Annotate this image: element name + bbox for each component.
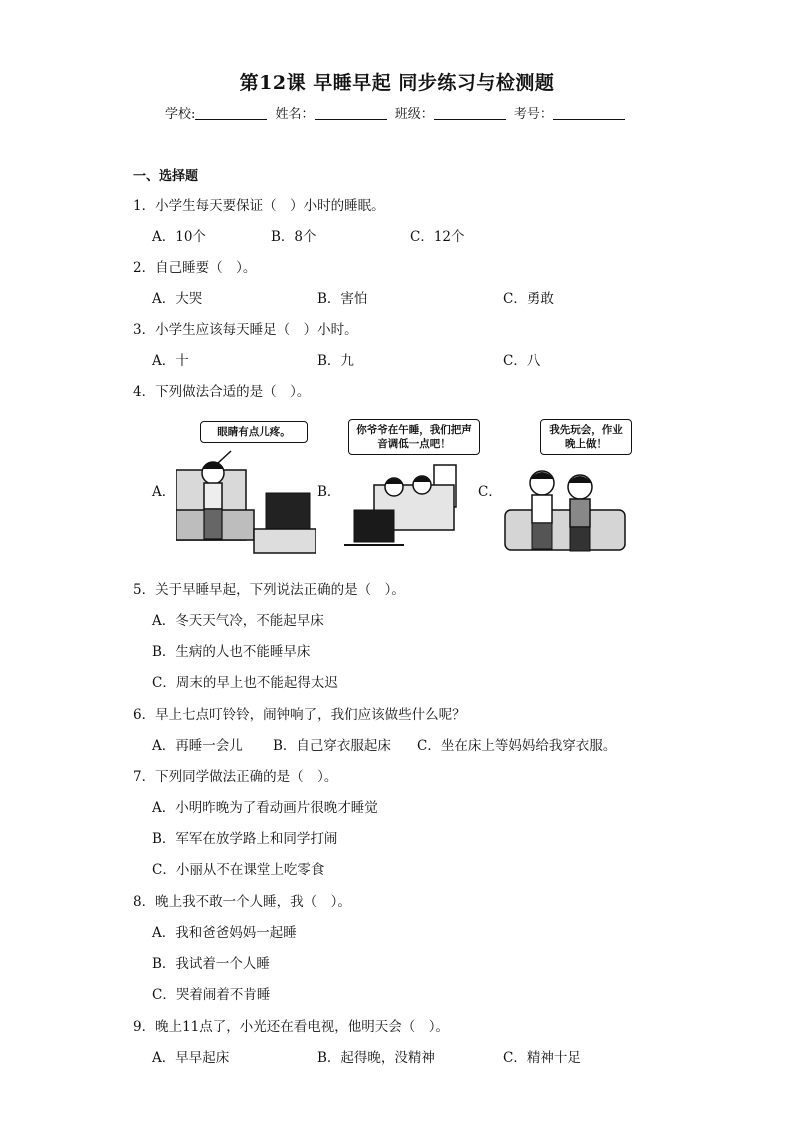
picture-c-speech-bubble: 我先玩会，作业晚上做！ bbox=[540, 419, 632, 455]
q8-option-c[interactable]: C．哭着闹着不肯睡 bbox=[152, 987, 271, 1003]
q9-option-b[interactable]: B．起得晚，没精神 bbox=[317, 1050, 435, 1066]
picture-c-play-first bbox=[500, 415, 630, 563]
question-6: 6．早上七点叮铃铃，闹钟响了，我们应该做些什么呢？ bbox=[133, 707, 466, 723]
school-label: 学校: bbox=[165, 107, 196, 122]
picture-b-lower-volume bbox=[344, 415, 479, 550]
q2-option-a[interactable]: A．大哭 bbox=[152, 291, 203, 307]
name-blank[interactable] bbox=[315, 107, 387, 120]
q9-option-a[interactable]: A．早早起床 bbox=[152, 1050, 230, 1066]
picture-a-speech-bubble: 眼睛有点儿疼。 bbox=[200, 421, 308, 443]
q2-option-c[interactable]: C．勇敢 bbox=[503, 291, 554, 307]
q7-option-b[interactable]: B．军军在放学路上和同学打闹 bbox=[152, 831, 338, 847]
number-blank[interactable] bbox=[553, 107, 625, 120]
q6-option-c[interactable]: C．坐在床上等妈妈给我穿衣服。 bbox=[417, 738, 617, 754]
class-blank[interactable] bbox=[434, 107, 506, 120]
q3-option-c[interactable]: C．八 bbox=[503, 353, 541, 369]
q1-option-c[interactable]: C．12个 bbox=[410, 229, 465, 245]
q4-option-a[interactable]: A． bbox=[152, 484, 176, 500]
q5-option-b[interactable]: B．生病的人也不能睡早床 bbox=[152, 644, 311, 660]
question-4: 4．下列做法合适的是（ ）。 bbox=[133, 384, 311, 400]
q9-option-c[interactable]: C．精神十足 bbox=[503, 1050, 581, 1066]
page-title: 第12课 早睡早起 同步练习与检测题 bbox=[239, 72, 555, 94]
q6-option-b[interactable]: B．自己穿衣服起床 bbox=[273, 738, 391, 754]
q3-option-b[interactable]: B．九 bbox=[317, 353, 354, 369]
q8-option-b[interactable]: B．我试着一个人睡 bbox=[152, 956, 270, 972]
question-8: 8．晚上我不敢一个人睡，我（ ）。 bbox=[133, 894, 351, 910]
picture-a-tv-eyes-hurt bbox=[176, 415, 316, 555]
question-5: 5．关于早睡早起，下列说法正确的是（ ）。 bbox=[133, 582, 405, 598]
name-label: 姓名： bbox=[275, 107, 315, 122]
student-info-line bbox=[165, 103, 629, 122]
section-heading: 一、选择题 bbox=[133, 169, 199, 184]
question-7: 7．下列同学做法正确的是（ ）。 bbox=[133, 769, 338, 785]
q4-option-c[interactable]: C． bbox=[478, 484, 502, 500]
number-label: 考号： bbox=[513, 107, 553, 122]
q1-option-b[interactable]: B．8个 bbox=[271, 229, 317, 245]
q8-option-a[interactable]: A．我和爸爸妈妈一起睡 bbox=[152, 925, 297, 941]
question-3: 3．小学生应该每天睡足（ ）小时。 bbox=[133, 322, 358, 338]
q3-option-a[interactable]: A．十 bbox=[152, 353, 189, 369]
q7-option-a[interactable]: A．小明昨晚为了看动画片很晚才睡觉 bbox=[152, 800, 378, 816]
question-1: 1．小学生每天要保证（ ）小时的睡眠。 bbox=[133, 198, 385, 214]
q6-option-a[interactable]: A．再睡一会儿 bbox=[152, 738, 243, 754]
q5-option-a[interactable]: A．冬天天气冷，不能起早床 bbox=[152, 613, 324, 629]
question-2: 2．自己睡要（ ）。 bbox=[133, 260, 257, 276]
q4-option-b[interactable]: B． bbox=[317, 484, 341, 500]
q5-option-c[interactable]: C．周末的早上也不能起得太迟 bbox=[152, 675, 338, 691]
q7-option-c[interactable]: C．小丽从不在课堂上吃零食 bbox=[152, 862, 325, 878]
class-label: 班级： bbox=[394, 107, 434, 122]
school-blank[interactable] bbox=[195, 107, 267, 120]
question-9: 9．晚上11点了，小光还在看电视，他明天会（ ）。 bbox=[133, 1019, 450, 1035]
q2-option-b[interactable]: B．害怕 bbox=[317, 291, 368, 307]
q1-option-a[interactable]: A．10个 bbox=[152, 229, 206, 245]
picture-b-speech-bubble: 你爷爷在午睡，我们把声音调低一点吧！ bbox=[348, 419, 480, 455]
